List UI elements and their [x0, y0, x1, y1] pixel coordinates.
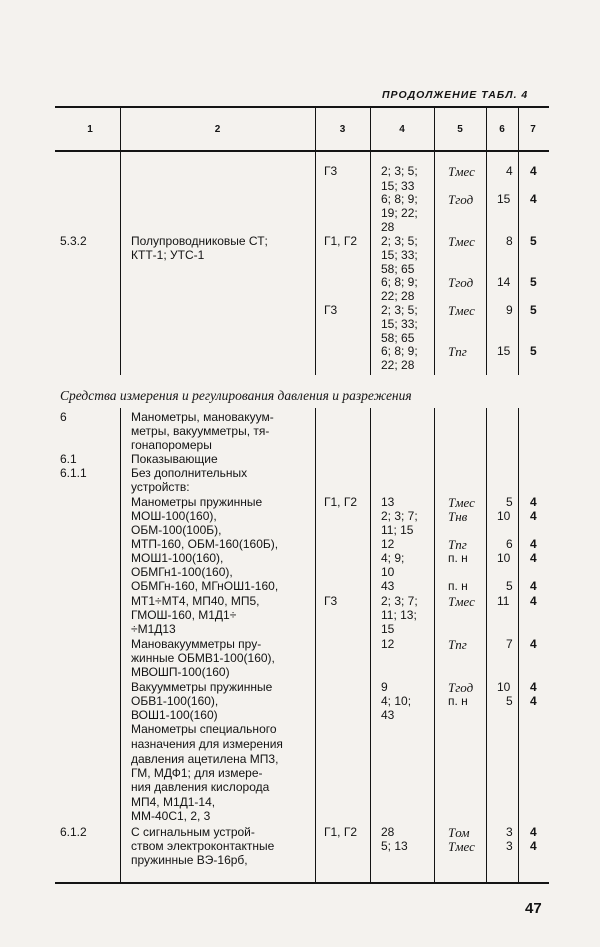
col-header-2: 2	[214, 124, 221, 135]
value-cell: 4	[530, 680, 537, 694]
col-divider	[486, 151, 487, 375]
col-divider	[434, 151, 435, 375]
ref-cell: 28	[381, 220, 395, 234]
ref-cell: 58; 65	[381, 262, 415, 276]
row-description: ством электроконтактные	[131, 839, 275, 853]
value-cell: 5	[506, 495, 513, 509]
col-header-7: 7	[530, 124, 536, 135]
ref-cell: 12	[381, 637, 395, 651]
row-description: ОБВ1-100(160),	[131, 694, 219, 708]
row-description: Манометры пружинные	[131, 495, 263, 509]
row-description: МТП-160, ОБМ-160(160Б),	[131, 537, 279, 551]
row-description: Полупроводниковые СТ;	[131, 234, 268, 248]
value-cell: 10	[497, 680, 511, 694]
value-cell: 10	[497, 551, 511, 565]
value-cell: 4	[506, 164, 513, 178]
row-number: 6.1.2	[60, 825, 87, 839]
row-description: ВОШ1-100(160)	[131, 708, 218, 722]
period-cell: Tпг	[448, 344, 467, 359]
value-cell: 11	[497, 594, 510, 608]
col-header-4: 4	[399, 124, 405, 135]
value-cell: 4	[530, 594, 537, 608]
col-divider	[315, 408, 316, 882]
value-cell: 4	[530, 637, 537, 651]
value-cell: 4	[530, 839, 537, 853]
group-label: Г3	[324, 594, 338, 608]
row-description: ОБМ-100(100Б),	[131, 523, 222, 537]
period-cell: Tпг	[448, 537, 467, 552]
value-cell: 6	[506, 537, 513, 551]
col-divider	[120, 151, 121, 375]
ref-cell: 2; 3; 5;	[381, 164, 418, 178]
row-description: устройств:	[131, 480, 190, 494]
value-cell: 5	[530, 234, 537, 248]
group-label: Г1, Г2	[324, 495, 358, 509]
value-cell: 15	[497, 344, 511, 358]
row-description: МТ1÷МТ4, МП40, МП5,	[131, 594, 260, 608]
ref-cell: 2; 3; 7;	[381, 509, 418, 523]
period-cell: Tмес	[448, 164, 475, 179]
row-description: С сигнальным устрой-	[131, 825, 255, 839]
ref-cell: 2; 3; 5;	[381, 234, 418, 248]
value-cell: 4	[530, 164, 537, 178]
col-header-6: 6	[499, 124, 505, 135]
col-divider	[434, 107, 435, 150]
ref-cell: 6; 8; 9;	[381, 192, 418, 206]
value-cell: 4	[530, 825, 537, 839]
col-divider	[370, 151, 371, 375]
ref-cell: 12	[381, 537, 395, 551]
value-cell: 4	[530, 551, 537, 565]
ref-cell: 22; 28	[381, 289, 415, 303]
row-description: Манометры специального	[131, 722, 277, 736]
value-cell: 5	[530, 303, 537, 317]
value-cell: 14	[497, 275, 511, 289]
row-description: КТТ-1; УТС-1	[131, 248, 205, 262]
row-description: пружинные ВЭ-16рб,	[131, 853, 248, 867]
row-description: Мановакуумметры пру-	[131, 637, 262, 651]
period-cell: Tмес	[448, 234, 475, 249]
row-description: Без дополнительных	[131, 466, 248, 480]
col-header-3: 3	[339, 124, 346, 135]
col-divider	[370, 107, 371, 150]
row-description: МОШ-100(160),	[131, 509, 217, 523]
group-label: Г1, Г2	[324, 234, 358, 248]
period-cell: Tгод	[448, 192, 474, 207]
value-cell: 4	[530, 694, 537, 708]
ref-cell: 4; 9;	[381, 551, 405, 565]
col-divider	[370, 408, 371, 882]
ref-cell: 2; 3; 5;	[381, 303, 418, 317]
ref-cell: 13	[381, 495, 395, 509]
ref-cell: 15; 33;	[381, 317, 418, 331]
row-description: метры, вакуумметры, тя-	[131, 424, 270, 438]
value-cell: 5	[530, 275, 537, 289]
ref-cell: 15	[381, 622, 395, 636]
col-divider	[518, 151, 519, 375]
header-bottom-rule	[55, 150, 549, 152]
period-cell: Tгод	[448, 680, 474, 695]
row-description: жинные ОБМВ1-100(160),	[131, 651, 275, 665]
col-divider	[434, 408, 435, 882]
ref-cell: 5; 13	[381, 839, 408, 853]
row-description: МВОШП-100(160)	[131, 665, 230, 679]
value-cell: 5	[530, 344, 537, 358]
value-cell: 5	[506, 694, 513, 708]
row-description: Манометры, мановакуум-	[131, 410, 274, 424]
row-number: 6.1.1	[60, 466, 87, 480]
period-cell: Tмес	[448, 303, 475, 318]
period-cell: п. н	[448, 551, 468, 565]
table-bottom-rule	[55, 882, 549, 884]
value-cell: 15	[497, 192, 511, 206]
col-divider	[518, 408, 519, 882]
period-cell: Tом	[448, 825, 470, 840]
row-description: ГМ, МДФ1; для измере-	[131, 766, 263, 780]
period-cell: Tгод	[448, 275, 474, 290]
col-divider	[315, 151, 316, 375]
ref-cell: 19; 22;	[381, 206, 418, 220]
ref-cell: 28	[381, 825, 395, 839]
ref-cell: 6; 8; 9;	[381, 275, 418, 289]
row-description: Показывающие	[131, 452, 218, 466]
row-description: ОБМГн1-100(160),	[131, 565, 233, 579]
col-divider	[518, 107, 519, 150]
value-cell: 10	[497, 509, 511, 523]
period-cell: Tмес	[448, 594, 475, 609]
row-description: назначения для измерения	[131, 737, 283, 751]
ref-cell: 58; 65	[381, 331, 415, 345]
value-cell: 9	[506, 303, 513, 317]
ref-cell: 11; 13;	[381, 608, 417, 622]
value-cell: 3	[506, 839, 513, 853]
value-cell: 4	[530, 537, 537, 551]
col-header-1: 1	[87, 124, 93, 135]
row-description: гонапоромеры	[131, 438, 212, 452]
row-description: ния давления кислорода	[131, 780, 270, 794]
row-description: МП4, М1Д1-14,	[131, 795, 216, 809]
period-cell: Tнв	[448, 509, 468, 524]
value-cell: 8	[506, 234, 513, 248]
row-description: Вакуумметры пружинные	[131, 680, 273, 694]
ref-cell: 10	[381, 565, 395, 579]
row-number: 6	[60, 410, 67, 424]
group-label: Г1, Г2	[324, 825, 358, 839]
ref-cell: 43	[381, 708, 395, 722]
table-top-rule	[55, 106, 549, 108]
page-number: 47	[525, 900, 542, 917]
col-divider	[315, 107, 316, 150]
row-number: 6.1	[60, 452, 77, 466]
row-description: ГМОШ-160, М1Д1÷	[131, 608, 237, 622]
value-cell: 3	[506, 825, 513, 839]
value-cell: 4	[530, 495, 537, 509]
row-description: ММ-40С1, 2, 3	[131, 809, 211, 823]
table-continuation-label: ПРОДОЛЖЕНИЕ ТАБЛ. 4	[382, 89, 529, 101]
ref-cell: 9	[381, 680, 388, 694]
value-cell: 4	[530, 509, 537, 523]
group-label: Г3	[324, 164, 338, 178]
group-label: Г3	[324, 303, 338, 317]
ref-cell: 6; 8; 9;	[381, 344, 418, 358]
col-divider	[486, 107, 487, 150]
period-cell: Tмес	[448, 495, 475, 510]
row-number: 5.3.2	[60, 234, 87, 248]
value-cell: 4	[530, 192, 537, 206]
value-cell: 7	[506, 637, 513, 651]
ref-cell: 11; 15	[381, 523, 414, 537]
value-cell: 4	[530, 579, 537, 593]
ref-cell: 15; 33	[381, 179, 415, 193]
row-description: давления ацетилена МП3,	[131, 752, 279, 766]
row-description: ÷М1Д13	[131, 622, 176, 636]
period-cell: п. н	[448, 694, 468, 708]
row-description: ОБМГн-160, МГнОШ1-160,	[131, 579, 279, 593]
row-description: МОШ1-100(160),	[131, 551, 224, 565]
col-divider	[120, 107, 121, 150]
period-cell: Tпг	[448, 637, 467, 652]
period-cell: п. н	[448, 579, 468, 593]
ref-cell: 4; 10;	[381, 694, 412, 708]
ref-cell: 2; 3; 7;	[381, 594, 418, 608]
ref-cell: 43	[381, 579, 395, 593]
period-cell: Tмес	[448, 839, 475, 854]
ref-cell: 15; 33;	[381, 248, 418, 262]
value-cell: 5	[506, 579, 513, 593]
col-header-5: 5	[457, 124, 463, 135]
section-title: Средства измерения и регулирования давления и разрежения	[60, 388, 412, 403]
col-divider	[486, 408, 487, 882]
ref-cell: 22; 28	[381, 358, 415, 372]
col-divider	[120, 408, 121, 882]
